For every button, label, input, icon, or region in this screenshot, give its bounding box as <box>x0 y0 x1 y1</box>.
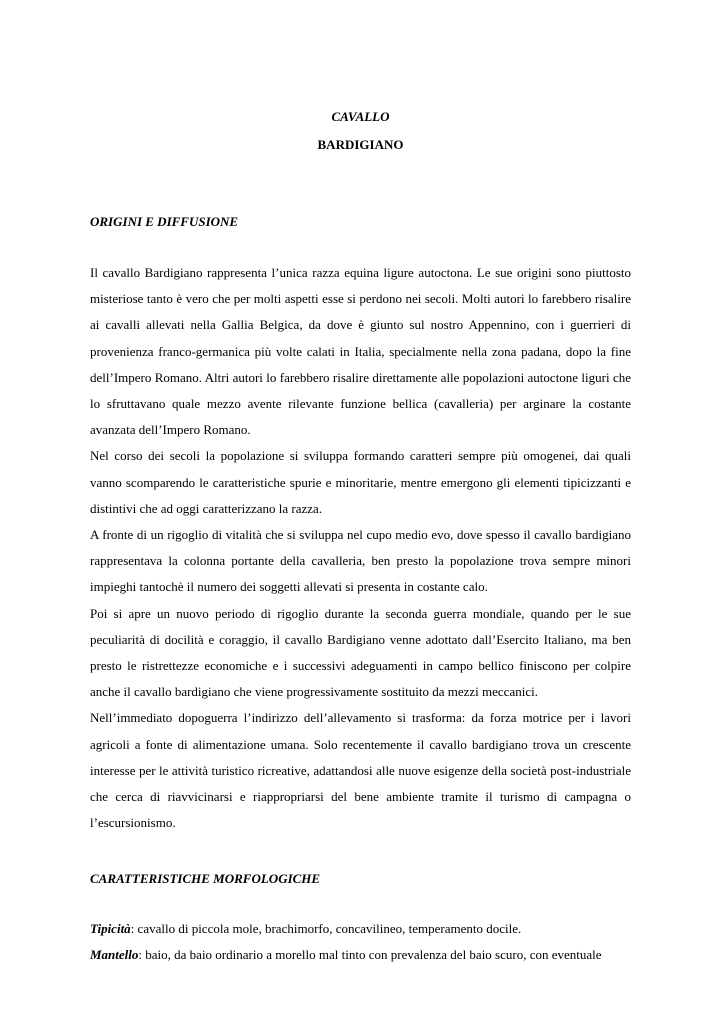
trait-text: : baio, da baio ordinario a morello mal tinto con prevalenza del baio scuro, con eventuale <box>138 947 602 963</box>
paragraph: Nell’immediato dopoguerra l’indirizzo dell’allevamento si trasforma: da forza motrice per i lavori agricoli a fonte di alimentazione umana. Solo recentemente il cavallo bardigiano trova un crescente interesse per le attività turistico ricreative, adattandosi alle nuove esigenze della società post-industriale che cerca di riavvicinarsi e riappropriarsi del bene ambiente tramite il turismo di campagna o l’escursionismo. <box>90 710 631 831</box>
trait-item <box>90 916 631 942</box>
section-heading-origini: ORIGINI E DIFFUSIONE <box>90 214 239 229</box>
document-title-line2: BARDIGIANO <box>317 137 404 152</box>
paragraph: Nel corso dei secoli la popolazione si sviluppa formando caratteri sempre più omogenei, dai quali vanno scomparendo le caratteristiche spurie e minoritarie, mentre emergono gli elementi tipicizzanti e distintivi che ad oggi caratterizzano la razza. <box>90 448 631 516</box>
paragraph: Il cavallo Bardigiano rappresenta l’unica razza equina ligure autoctona. Le sue origini sono piuttosto misteriose tanto è vero che per molti aspetti esse si perdono nei secoli. Molti autori lo farebbero risalire ai cavalli allevati nella Gallia Belgica, da dove è giunto sul nostro Appennino, con i guerrieri di provenienza franco-germanica più volte calati in Italia, specialmente nella zona padana, dopo la fine dell’Impero Romano. Altri autori lo farebbero risalire direttamente alle popolazioni autoctone liguri che lo sfruttavano quale mezzo avente rilevante funzione bellica (cavalleria) per arginare la costante avanzata dell’Impero Romano. <box>90 265 631 438</box>
trait-item <box>90 942 631 968</box>
section-heading-caratteristiche: CARATTERISTICHE MORFOLOGICHE <box>90 871 321 886</box>
trait-label: Mantello <box>90 947 139 963</box>
paragraph: Poi si apre un nuovo periodo di rigoglio durante la seconda guerra mondiale, quando per le sue peculiarità di docilità e coraggio, il cavallo Bardigiano venne adottato dall’Esercito Italiano, ma ben presto le ristrettezze economiche e i successivi adeguamenti in campo bellico finiscono per colpire anche il cavallo bardigiano che viene progressivamente sostituito da mezzi meccanici. <box>90 605 631 700</box>
section-body-origini <box>90 260 631 836</box>
section-body-caratteristiche <box>90 916 631 968</box>
paragraph: A fronte di un rigoglio di vitalità che si sviluppa nel cupo medio evo, dove spesso il cavallo bardigiano rappresentava la colonna portante della cavalleria, ben presto la popolazione trova sempre minori impieghi tantochè il numero dei soggetti allevati si presenta in costante calo. <box>90 527 631 595</box>
trait-label: Tipicità <box>90 921 131 936</box>
trait-text: : cavallo di piccola mole, brachimorfo, concavilineo, temperamento docile. <box>130 921 522 936</box>
document-title-line1: CAVALLO <box>331 109 390 124</box>
